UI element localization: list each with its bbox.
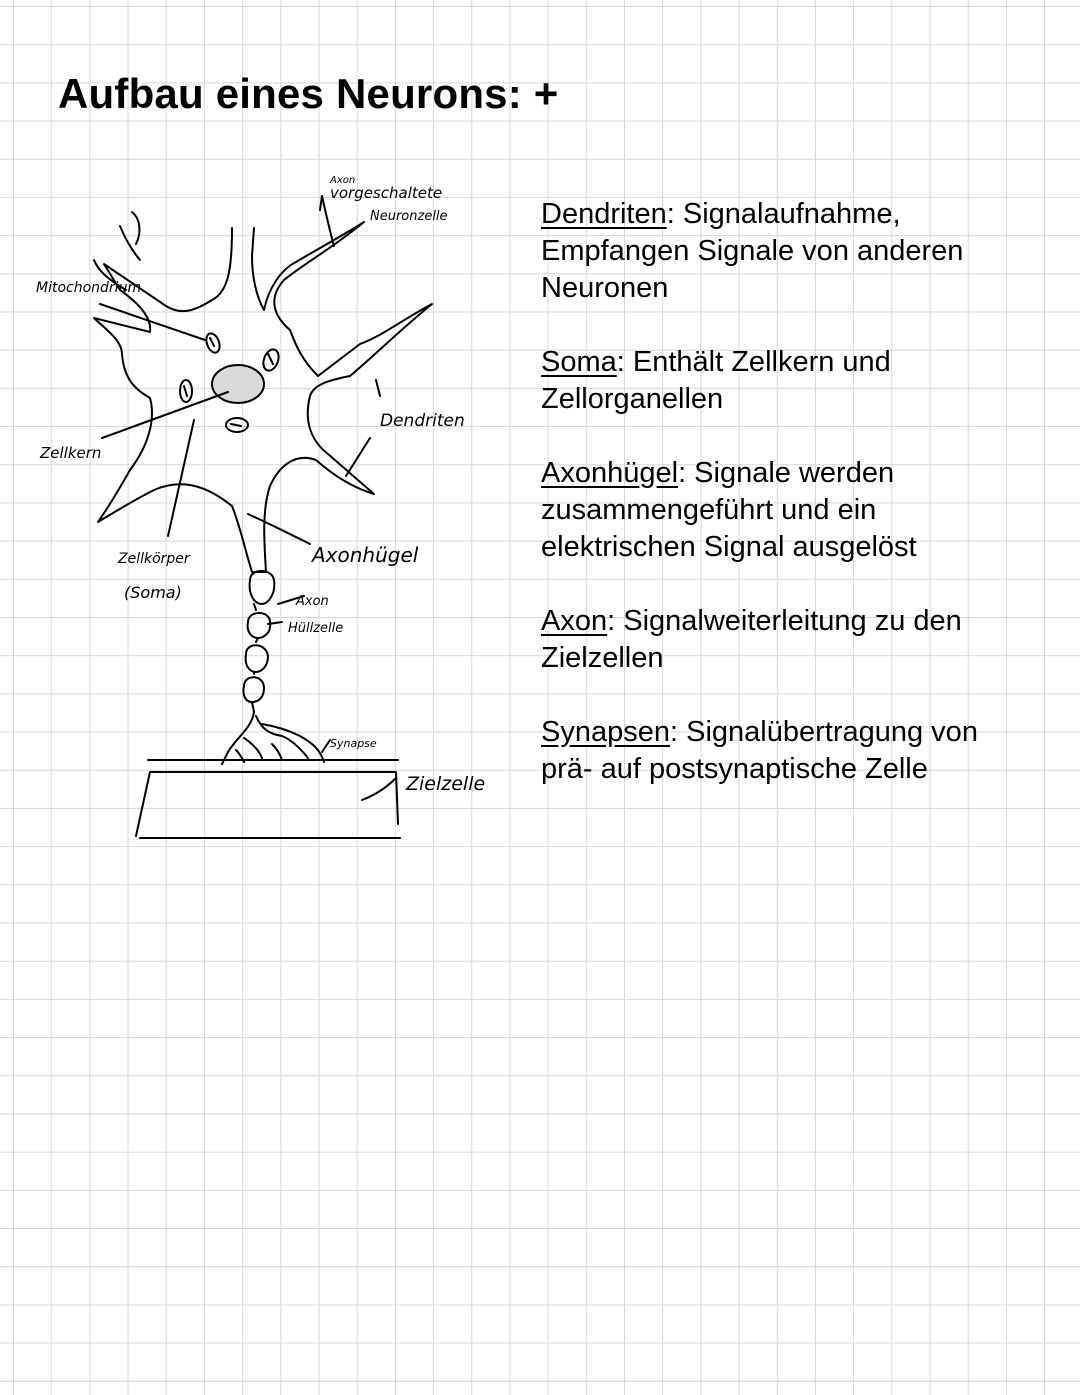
label-soma: (Soma) [124,583,182,602]
label-axon-small: Axon [330,175,356,186]
neuron-diagram [0,150,520,850]
page-title: Aufbau eines Neurons: + [58,70,559,117]
note-text: : Enthält Zellkern und Zellorganellen [541,346,891,415]
label-zielzelle: Zielzelle [406,773,486,795]
note-term: Dendriten [541,198,667,230]
label-mitochondrium: Mitochondrium [36,280,142,296]
note-text: : Signale werden zusammengeführt und ein elektrischen Signal ausgelöst [541,457,917,563]
label-zellkern: Zellkern [40,444,102,462]
note-axonhuegel [541,455,1011,566]
label-vorgeschaltet-1: vorgeschaltete [330,184,443,202]
note-term: Axonhügel [541,457,679,489]
axon-terminals [222,712,324,764]
label-zellkoerper: Zellkörper [118,551,190,567]
note-dendriten [541,196,1011,307]
label-synapse: Synapse [330,737,377,750]
note-text: : Signalaufnahme, Empfangen Signale von anderen Neuronen [541,198,964,304]
note-term: Axon [541,605,608,637]
nucleus [212,365,264,403]
note-term: Synapsen [541,716,670,748]
label-vorgeschaltet-2: Neuronzelle [370,209,448,224]
soma-outline [94,222,432,572]
label-axon: Axon [296,594,329,609]
note-axon [541,603,1011,677]
notes-list [541,196,1011,825]
note-soma [541,344,1011,418]
note-synapsen [541,714,1011,788]
target-cell [136,760,400,838]
label-dendriten: Dendriten [380,411,465,431]
label-axonhuegel: Axonhügel [312,543,419,567]
note-text: : Signalweiterleitung zu den Zielzellen [541,605,962,674]
note-text: : Signalübertragung von prä- auf postsynaptische Zelle [541,716,978,785]
note-term: Soma [541,346,617,378]
label-huellzelle: Hüllzelle [288,621,344,636]
myelin-sheaths [243,571,274,712]
